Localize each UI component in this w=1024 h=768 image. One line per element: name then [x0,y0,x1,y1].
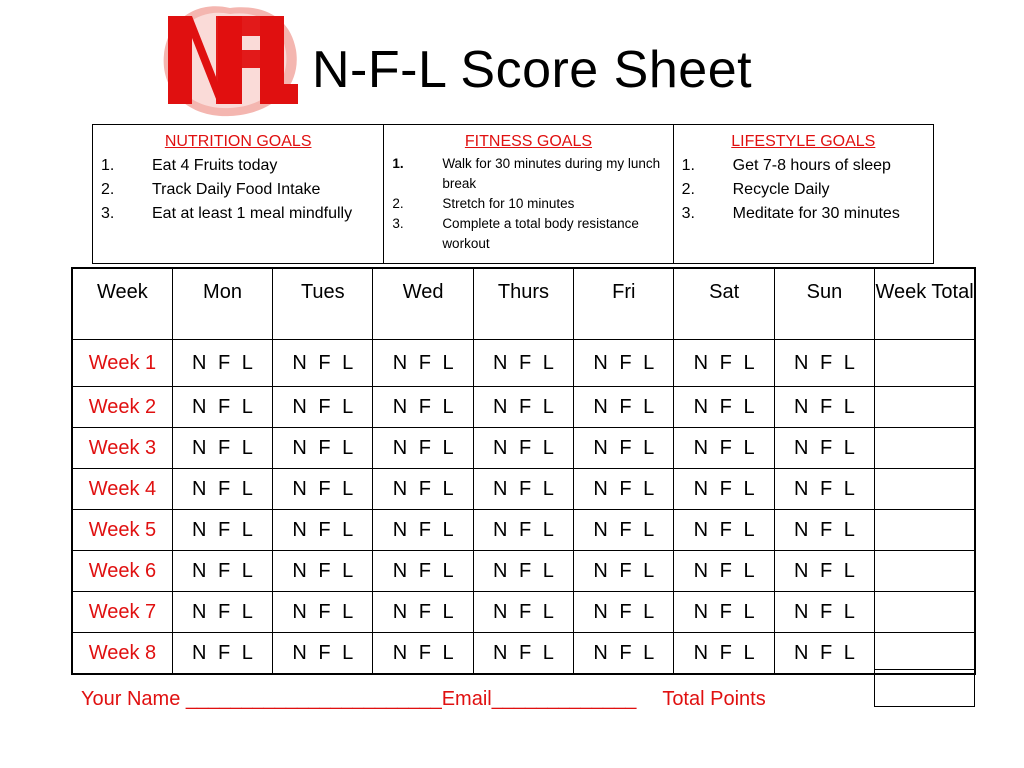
week-total-cell[interactable] [875,469,975,510]
nfl-letters: N F L [192,641,253,664]
day-score-cell[interactable] [574,592,674,633]
nfl-letters: N F L [493,600,554,623]
nfl-letters: N F L [493,641,554,664]
day-score-cell[interactable] [473,551,573,592]
nfl-letters: N F L [794,559,855,582]
nfl-letters: N F L [593,477,655,500]
goal-number: 1. [101,157,115,174]
goal-number: 2. [681,181,695,198]
nfl-letters: N F L [693,436,755,459]
nfl-letters: N F L [593,436,655,459]
nutrition-goals-heading: NUTRITION GOALS [164,133,312,150]
week-label: Week 7 [72,592,172,633]
day-score-cell[interactable] [172,633,272,675]
goal-item [392,194,664,214]
day-score-cell[interactable] [473,340,573,387]
day-score-cell[interactable] [674,340,774,387]
nfl-letters: N F L [192,351,253,374]
day-score-cell[interactable] [674,387,774,428]
day-score-cell[interactable] [574,469,674,510]
column-header: Mon [172,268,272,340]
table-row [72,340,975,387]
day-score-cell[interactable] [674,592,774,633]
day-score-cell[interactable] [473,387,573,428]
goal-text: Eat 4 Fruits today [152,157,278,174]
table-row [72,551,975,592]
day-score-cell[interactable] [473,592,573,633]
email-field[interactable]: Email_____________ [441,688,637,710]
week-total-cell[interactable] [875,633,975,675]
week-label: Week 2 [72,387,172,428]
nfl-letters: N F L [192,477,253,500]
nfl-letters: N F L [292,600,354,623]
day-score-cell[interactable] [774,551,874,592]
column-header: Week [72,268,172,340]
goal-text: Walk for 30 minutes during my lunch break [442,156,661,191]
nfl-letters: N F L [493,395,554,418]
day-score-cell[interactable] [373,469,473,510]
day-score-cell[interactable] [473,469,573,510]
week-total-cell[interactable] [875,387,975,428]
goal-number: 1. [681,157,695,174]
fitness-goals [383,125,672,263]
page-title: N-F-L Score Sheet [312,41,753,99]
nfl-letters: N F L [292,436,354,459]
nfl-letters: N F L [392,518,454,541]
goal-number: 3. [101,205,115,222]
nutrition-goals-list [101,154,375,226]
week-total-cell[interactable] [875,510,975,551]
total-points-box[interactable] [874,669,975,707]
signup-footer [81,688,766,711]
nfl-letters: N F L [693,395,755,418]
day-score-cell[interactable] [674,551,774,592]
nfl-letters: N F L [593,600,655,623]
nfl-letters: N F L [493,518,554,541]
nutrition-goals [93,125,383,263]
score-table [71,267,976,675]
day-score-cell[interactable] [674,633,774,675]
day-score-cell[interactable] [172,428,272,469]
nfl-letters: N F L [292,559,354,582]
day-score-cell[interactable] [774,633,874,675]
day-score-cell[interactable] [574,428,674,469]
nfl-letters: N F L [794,600,855,623]
day-score-cell[interactable] [774,387,874,428]
day-score-cell[interactable] [273,592,373,633]
nfl-letters: N F L [693,351,755,374]
day-score-cell[interactable] [273,340,373,387]
nfl-letters: N F L [794,518,855,541]
day-score-cell[interactable] [774,340,874,387]
column-header: Tues [273,268,373,340]
nfl-letters: N F L [794,436,855,459]
day-score-cell[interactable] [172,551,272,592]
lifestyle-goals-heading: LIFESTYLE GOALS [731,133,876,150]
goal-item [682,202,925,226]
nfl-letters: N F L [292,641,354,664]
day-score-cell[interactable] [172,592,272,633]
nfl-letters: N F L [693,600,755,623]
goal-text: Eat at least 1 meal mindfully [152,205,353,222]
nfl-letters: N F L [392,641,454,664]
table-row [72,633,975,675]
nfl-letters: N F L [493,477,554,500]
lifestyle-goals-list [682,154,925,226]
your-name-field[interactable]: Your Name _______________________ [81,688,442,710]
goal-item [682,178,925,202]
goal-item [392,214,664,254]
week-total-cell[interactable] [875,340,975,387]
nfl-letters: N F L [593,559,655,582]
table-row [72,469,975,510]
day-score-cell[interactable] [172,469,272,510]
day-score-cell[interactable] [674,469,774,510]
table-header-row [72,268,975,340]
nfl-letters: N F L [392,351,454,374]
goal-item [101,202,375,226]
nfl-letters: N F L [693,477,755,500]
nfl-letters: N F L [292,477,354,500]
day-score-cell[interactable] [574,340,674,387]
day-score-cell[interactable] [273,551,373,592]
goal-number: 1. [392,156,404,171]
column-header: Sun [774,268,874,340]
nfl-letters: N F L [493,559,554,582]
day-score-cell[interactable] [674,510,774,551]
nfl-letters: N F L [392,600,454,623]
table-row [72,592,975,633]
table-row [72,510,975,551]
week-total-cell[interactable] [875,592,975,633]
nfl-letters: N F L [493,436,554,459]
table-row [72,387,975,428]
goal-item [101,154,375,178]
nfl-letters: N F L [593,351,655,374]
table-row [72,428,975,469]
fitness-goals-heading: FITNESS GOALS [464,133,593,150]
day-score-cell[interactable] [273,469,373,510]
goal-number: 2. [101,181,115,198]
nfl-letters: N F L [292,395,354,418]
week-total-cell[interactable] [875,428,975,469]
day-score-cell[interactable] [373,633,473,675]
day-score-cell[interactable] [172,387,272,428]
week-label: Week 8 [72,633,172,675]
day-score-cell[interactable] [273,510,373,551]
column-header: Week Total [875,268,975,340]
nfl-letters: N F L [192,559,253,582]
day-score-cell[interactable] [273,633,373,675]
goal-item [682,154,925,178]
day-score-cell[interactable] [473,510,573,551]
day-score-cell[interactable] [774,510,874,551]
week-label: Week 6 [72,551,172,592]
goal-text: Recycle Daily [732,181,830,198]
nfl-letters: N F L [192,436,253,459]
nfl-letters: N F L [794,395,855,418]
day-score-cell[interactable] [373,387,473,428]
nfl-letters: N F L [392,436,454,459]
nfl-letters: N F L [392,477,454,500]
nfl-letters: N F L [794,351,855,374]
week-total-cell[interactable] [875,551,975,592]
nfl-letters: N F L [192,395,253,418]
day-score-cell[interactable] [273,387,373,428]
column-header: Thurs [473,268,573,340]
nfl-letters: N F L [593,641,655,664]
nfl-letters: N F L [292,518,354,541]
goals-box [92,124,934,264]
nfl-logo [156,2,304,120]
column-header: Sat [674,268,774,340]
day-score-cell[interactable] [774,469,874,510]
day-score-cell[interactable] [373,510,473,551]
nfl-letters: N F L [392,395,454,418]
day-score-cell[interactable] [273,428,373,469]
day-score-cell[interactable] [674,428,774,469]
nfl-letters: N F L [593,395,655,418]
day-score-cell[interactable] [574,551,674,592]
day-score-cell[interactable] [473,633,573,675]
nfl-letters: N F L [794,477,855,500]
day-score-cell[interactable] [473,428,573,469]
nfl-letters: N F L [392,559,454,582]
day-score-cell[interactable] [172,340,272,387]
day-score-cell[interactable] [574,510,674,551]
goal-text: Meditate for 30 minutes [732,205,900,222]
goal-text: Stretch for 10 minutes [442,196,575,211]
day-score-cell[interactable] [172,510,272,551]
day-score-cell[interactable] [774,592,874,633]
week-label: Week 3 [72,428,172,469]
goal-text: Get 7-8 hours of sleep [732,157,891,174]
fitness-goals-list [392,154,664,254]
nfl-letters: N F L [794,641,855,664]
goal-number: 2. [392,196,404,211]
week-label: Week 4 [72,469,172,510]
goal-number: 3. [681,205,695,222]
lifestyle-goals [673,125,933,263]
nfl-logo-graphic [156,2,304,120]
nfl-letters: N F L [693,559,755,582]
goal-text: Track Daily Food Intake [152,181,321,198]
nfl-letters: N F L [693,641,755,664]
goal-number: 3. [392,216,404,231]
column-header: Fri [574,268,674,340]
column-header: Wed [373,268,473,340]
nfl-letters: N F L [292,351,354,374]
goal-text: Complete a total body resistance workout [442,216,639,251]
nfl-letters: N F L [593,518,655,541]
day-score-cell[interactable] [574,633,674,675]
week-label: Week 5 [72,510,172,551]
day-score-cell[interactable] [373,551,473,592]
nfl-letters: N F L [693,518,755,541]
goal-item [392,154,664,194]
nfl-letters: N F L [192,600,253,623]
total-points-label: Total Points [662,688,766,710]
day-score-cell[interactable] [574,387,674,428]
goal-item [101,178,375,202]
day-score-cell[interactable] [373,592,473,633]
day-score-cell[interactable] [373,340,473,387]
nfl-letters: N F L [493,351,554,374]
week-label: Week 1 [72,340,172,387]
nfl-letters: N F L [192,518,253,541]
day-score-cell[interactable] [774,428,874,469]
day-score-cell[interactable] [373,428,473,469]
score-table-body [72,340,975,675]
